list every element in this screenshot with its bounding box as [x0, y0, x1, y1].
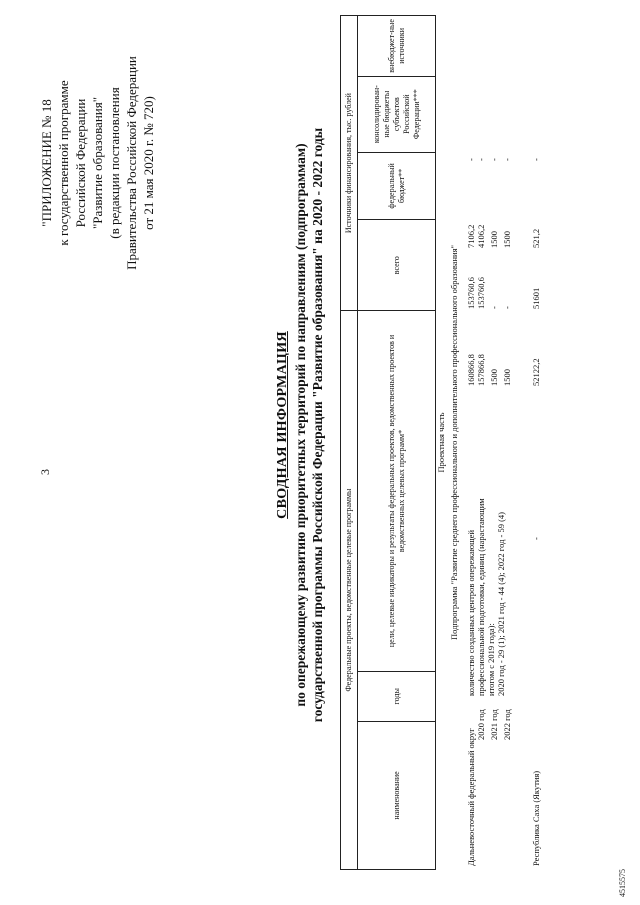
row-total: 1500: [489, 369, 499, 386]
subprogram-title: Подпрограмма "Развитие среднего профессионального и дополнительного профессионального образования": [449, 245, 459, 640]
row-goal: -: [531, 537, 541, 540]
header-total: всего: [358, 220, 436, 311]
row-extra: -: [502, 158, 512, 161]
goal-line: профессиональной подготовки, единиц (нарастающим: [476, 498, 486, 696]
row-federal: 153760,6: [476, 277, 486, 309]
header-regional: консолидирован-ные бюджеты субъектов Российской Федерации***: [358, 76, 436, 152]
appendix-line: Правительства Российской Федерации: [124, 56, 139, 270]
table-body: [436, 15, 596, 870]
appendix-line: "Развитие образования": [90, 96, 105, 230]
row-regional: 1500: [489, 231, 499, 248]
region-name: Дальневосточный федеральный округ: [466, 728, 476, 866]
section-header: Проектная часть: [436, 412, 446, 473]
row-extra: -: [476, 158, 486, 161]
document-title: СВОДНАЯ ИНФОРМАЦИЯ: [275, 331, 290, 519]
row-total: 160866,8: [466, 354, 476, 386]
subtitle-line-2: государственной программы Российской Федерации "Развитие образования" на 2020 - 2022 годы: [310, 127, 325, 723]
row-total: 157866,8: [476, 354, 486, 386]
document-code: 4515575: [618, 869, 627, 897]
row-regional: 4106,2: [476, 224, 486, 248]
header-goals: цели, целевые индикаторы и результаты федеральных проектов, ведомственных проектов и ведомственных целевых программ*: [358, 311, 436, 671]
header-group-programs: Федеральные проекты, ведомственные целевые программы: [341, 311, 358, 870]
row-regional: 521,2: [531, 228, 541, 248]
row-extra: -: [489, 158, 499, 161]
row-total: 1500: [502, 369, 512, 386]
goal-line: итогом с 2019 года):: [486, 623, 496, 696]
header-years: годы: [358, 671, 436, 721]
header-federal: федеральный бюджет**: [358, 152, 436, 220]
row-regional: 1500: [502, 231, 512, 248]
row-total: 52122,2: [531, 358, 541, 386]
header-name: наименование: [358, 721, 436, 869]
goal-line: количество созданных центров опережающей: [466, 530, 476, 696]
appendix-line: "ПРИЛОЖЕНИЕ № 18: [39, 99, 54, 227]
row-federal: 51601: [531, 287, 541, 309]
row-federal: -: [489, 306, 499, 309]
row-regional: 7106,2: [466, 224, 476, 248]
row-extra: -: [466, 158, 476, 161]
appendix-line: от 21 мая 2020 г. № 720): [141, 96, 156, 230]
row-federal: -: [502, 306, 512, 309]
header-group-sources: Источники финансирования, тыс. рублей: [341, 16, 358, 311]
appendix-line: Российской Федерации: [73, 98, 88, 228]
row-year: 2022 год: [502, 709, 512, 740]
row-year: 2021 год: [489, 709, 499, 740]
header-extra: внебюджет-ные источники: [358, 16, 436, 77]
appendix-line: к государственной программе: [56, 80, 71, 246]
row-extra: -: [531, 158, 541, 161]
summary-table-header: [340, 15, 436, 870]
region-name: Республика Саха (Якутия): [531, 770, 541, 866]
appendix-line: (в редакции постановления: [107, 87, 122, 239]
row-year: 2020 год: [476, 709, 486, 740]
goal-line: 2020 год - 29 (1); 2021 год - 44 (4); 2022 год - 59 (4): [496, 511, 506, 696]
subtitle-line-1: по опережающему развитию приоритетных территорий по направлениям (подпрограммам): [293, 143, 308, 707]
page-number: 3: [38, 469, 52, 475]
appendix-stamp: [38, 13, 157, 313]
document-subtitle: [292, 65, 326, 785]
row-federal: 153760,6: [466, 277, 476, 309]
